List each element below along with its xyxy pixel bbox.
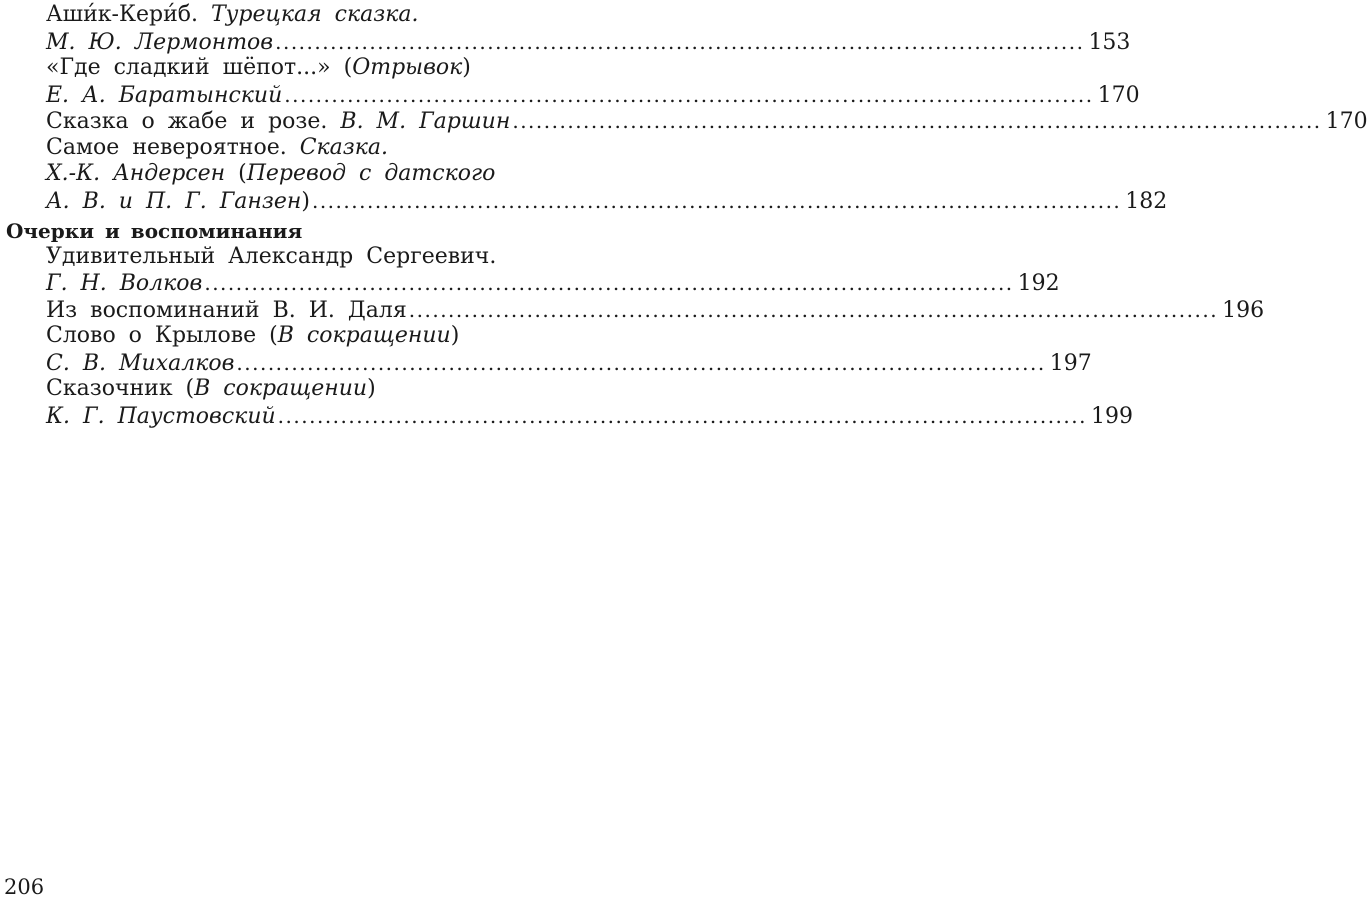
dot-leader: .......................................................................................................: [275, 29, 1085, 54]
dot-leader: .......................................................................................................: [284, 82, 1094, 107]
dot-leader: .......................................................................................................: [311, 188, 1122, 213]
entry-title-text: Аши́к-Кери́б.: [46, 2, 211, 27]
entry-subtitle: Сказка.: [299, 134, 389, 160]
entry-subtitle: Перевод с датского: [246, 161, 496, 186]
toc-entry-author-line: [46, 270, 1060, 297]
entry-title-text: Слово о Крылове (: [46, 323, 278, 348]
entry-title-text: Сказочник (: [46, 376, 195, 401]
toc-entry-title: [46, 161, 637, 188]
dot-leader: .......................................................................................................: [408, 297, 1219, 322]
entry-subtitle: Отрывок: [352, 55, 463, 80]
entry-author: А. В. и П. Г. Ганзен: [46, 188, 302, 214]
dot-leader: .......................................................................................................: [512, 109, 1322, 133]
entry-author: М. Ю. Лермонтов: [46, 29, 274, 55]
page-number: 206: [4, 875, 45, 899]
section-heading: Очерки и воспоминания: [6, 219, 303, 243]
entry-title-text: Самое невероятное.: [46, 134, 300, 160]
entry-page-number: 197: [1049, 350, 1092, 376]
entry-page-number: 192: [1017, 271, 1060, 296]
toc-entry-title: [46, 135, 637, 162]
toc-entry-title: [46, 244, 637, 271]
toc-entry-author-line: [46, 297, 1265, 324]
entry-author: Г. Н. Волков: [46, 271, 203, 296]
dot-leader: .......................................................................................................: [204, 271, 1014, 295]
entry-title-text: Удивительный Александр Сергеевич.: [46, 243, 497, 269]
entry-page-number: 199: [1091, 403, 1133, 429]
entry-title-text: ): [367, 376, 376, 401]
entry-page-number: 153: [1088, 29, 1131, 55]
entry-subtitle: В сокращении: [277, 323, 451, 348]
toc-entry-title: [46, 376, 637, 403]
entry-title-text: Из воспоминаний В. И. Даля: [46, 297, 407, 323]
entry-page-number: 182: [1125, 188, 1168, 214]
entry-title-text: (: [225, 161, 247, 186]
table-of-contents: [0, 2, 1368, 429]
entry-author: Е. А. Баратынский: [46, 82, 283, 108]
entry-title-text: «Где сладкий шёпот...» (: [46, 55, 353, 80]
toc-entry-author-line: [46, 108, 1368, 135]
toc-entry-author-line: [46, 350, 1092, 377]
entry-author: В. М. Гаршин: [340, 109, 511, 134]
entry-page-number: 196: [1222, 297, 1265, 323]
entry-author: Х.-К. Андерсен: [46, 161, 226, 186]
entry-title-text: ): [462, 55, 471, 80]
toc-entry-title: [46, 55, 637, 82]
entry-author: К. Г. Паустовский: [46, 403, 276, 429]
entry-title-text: ): [450, 323, 460, 348]
toc-entry-author-line: [46, 82, 1140, 109]
entry-subtitle: Турецкая сказка.: [210, 2, 419, 27]
toc-entry-author-line: [46, 29, 1131, 56]
entry-page-number: 170: [1325, 109, 1368, 134]
entry-title-text: Сказка о жабе и розе.: [46, 109, 341, 134]
toc-entry-title: [46, 323, 637, 350]
toc-entry-title: [46, 2, 637, 29]
toc-entry-author-line: [46, 403, 1133, 430]
entry-subtitle: В сокращении: [194, 376, 368, 401]
dot-leader: .......................................................................................................: [277, 403, 1087, 428]
entry-page-number: 170: [1097, 82, 1140, 108]
toc-entry-author-line: [46, 188, 1168, 215]
entry-title-text: ): [301, 188, 310, 214]
entry-author: С. В. Михалков: [46, 350, 235, 376]
dot-leader: .......................................................................................................: [236, 350, 1046, 375]
